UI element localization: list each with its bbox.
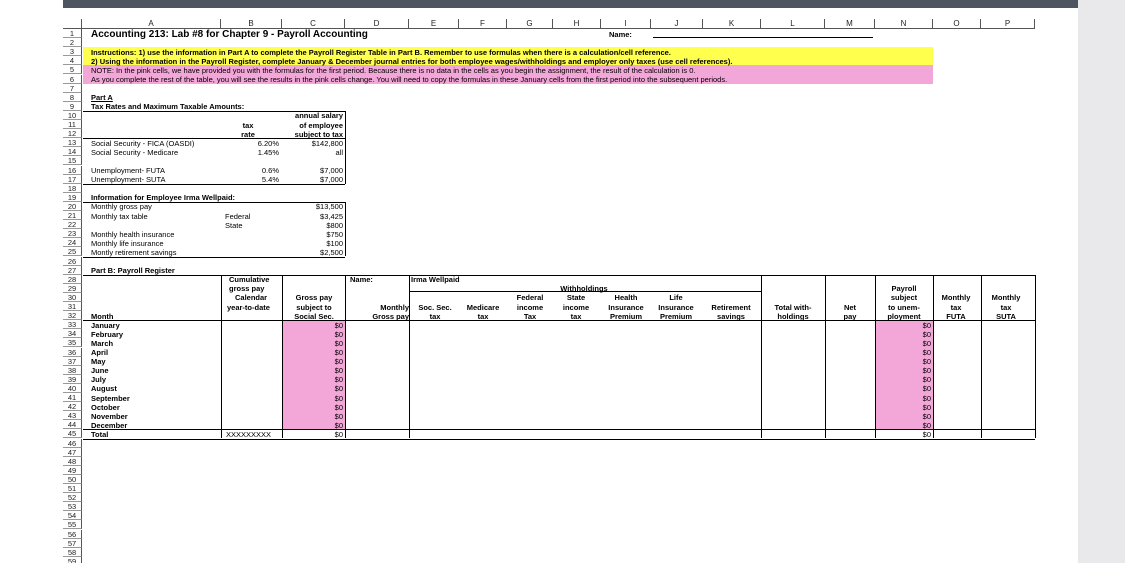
- total-gross-ss: $0: [334, 429, 343, 439]
- border-line: [345, 111, 346, 184]
- suta-header: tax: [1000, 302, 1012, 312]
- unemployment-value: $0: [922, 384, 931, 394]
- month-label: January: [91, 320, 120, 330]
- ss-tax-header: tax: [429, 311, 441, 321]
- payroll-unemp-header: subject: [890, 293, 918, 303]
- column-header-n[interactable]: N: [875, 19, 933, 29]
- instructions-line-1: Instructions: 1) use the information in Part A to complete the Payroll Register Table in Part B. Remember to use formulas when there is a calculation/cell reference.: [91, 47, 671, 57]
- tax-rates-heading: Tax Rates and Maximum Taxable Amounts:: [91, 102, 245, 112]
- column-header-l[interactable]: L: [761, 19, 825, 29]
- row-header[interactable]: 42: [63, 402, 82, 411]
- gross-ss-value: $0: [334, 384, 343, 394]
- unemployment-value: $0: [922, 329, 931, 339]
- row-header[interactable]: 39: [63, 375, 82, 384]
- tax-rate-header-1: tax: [242, 120, 254, 130]
- total-cumulative: XXXXXXXXX: [226, 429, 272, 439]
- row-header[interactable]: 30: [63, 293, 82, 302]
- row-header[interactable]: 14: [63, 147, 82, 156]
- border-line: [83, 275, 1035, 276]
- row-header[interactable]: 57: [63, 539, 82, 548]
- tax-row-label: Social Security - Medicare: [91, 147, 179, 157]
- gross-ss-header: Gross pay: [295, 293, 333, 303]
- row-header[interactable]: 17: [63, 175, 82, 184]
- row-header[interactable]: 15: [63, 156, 82, 165]
- note-line-2: As you complete the rest of the table, you will see the results in the pink cells change. You will need to copy the formulas in these January cells from the first period into the subsequent periods.: [91, 75, 728, 84]
- cumulative-header: year-to-date: [227, 302, 270, 312]
- row-header[interactable]: 3: [63, 47, 82, 56]
- medicare-header: tax: [477, 311, 489, 321]
- net-pay-header: pay: [843, 311, 857, 321]
- border-line: [825, 275, 826, 439]
- salary-header-3: subject to tax: [294, 129, 343, 139]
- row-header[interactable]: 12: [63, 129, 82, 138]
- row-header[interactable]: 52: [63, 493, 82, 502]
- row-header[interactable]: 35: [63, 338, 82, 347]
- row-header[interactable]: 5: [63, 65, 82, 74]
- state-tax-header: income: [562, 302, 590, 312]
- health-header: Health: [614, 293, 638, 303]
- name-label: Name:: [609, 29, 632, 39]
- border-line: [409, 275, 410, 439]
- futa-header: Monthly: [941, 293, 971, 303]
- border-line: [345, 275, 346, 439]
- row-header[interactable]: 45: [63, 429, 82, 438]
- month-label: July: [91, 375, 107, 385]
- employee-row-label: Montly retirement savings: [91, 247, 177, 257]
- unemployment-value: $0: [922, 411, 931, 421]
- row-header[interactable]: 53: [63, 502, 82, 511]
- row-header[interactable]: 58: [63, 548, 82, 557]
- tax-row-rate: 0.6%: [261, 166, 279, 175]
- column-header-k[interactable]: K: [703, 19, 761, 29]
- total-unemployment: $0: [922, 429, 931, 439]
- column-header-o[interactable]: O: [933, 19, 981, 29]
- employee-row-value: $2,500: [320, 247, 343, 257]
- right-side-panel: [1078, 0, 1125, 563]
- row-header[interactable]: 43: [63, 411, 82, 420]
- column-header-b[interactable]: B: [221, 19, 282, 29]
- row-header[interactable]: 46: [63, 439, 82, 448]
- cumulative-header: Cumulative: [229, 275, 270, 285]
- gross-ss-value: $0: [334, 338, 343, 348]
- employee-row-value: $3,425: [320, 211, 343, 221]
- fed-tax-header: Federal: [516, 293, 544, 303]
- cumulative-header: Calendar: [235, 293, 268, 303]
- column-header-h[interactable]: H: [553, 19, 601, 29]
- spreadsheet[interactable]: [63, 19, 1063, 563]
- row-header[interactable]: 24: [63, 238, 82, 247]
- withholdings-label: Withholdings: [560, 284, 608, 294]
- health-header: Premium: [609, 311, 643, 321]
- border-line: [221, 275, 222, 439]
- row-header[interactable]: 21: [63, 211, 82, 220]
- payroll-unemp-header: Payroll: [891, 284, 917, 294]
- salary-header-2: of employee: [299, 120, 343, 130]
- instructions-line-2: 2) Using the information in the Payroll Register, complete January & December journal entries for both employee wages/withholdings and employer only taxes (use cell references).: [91, 56, 733, 66]
- row-header[interactable]: 32: [63, 311, 82, 320]
- employee-row-label: Monthly health insurance: [91, 229, 175, 239]
- month-label: September: [91, 393, 130, 403]
- sheet-corner[interactable]: [63, 19, 82, 29]
- month-label: February: [91, 329, 124, 339]
- sheet-title: Accounting 213: Lab #8 for Chapter 9 - Payroll Accounting: [91, 28, 368, 40]
- gross-ss-value: $0: [334, 375, 343, 385]
- life-header: Life: [669, 293, 683, 303]
- column-header-e[interactable]: E: [409, 19, 459, 29]
- payroll-unemp-header: to unem-: [888, 302, 920, 312]
- salary-header-1: annual salary: [295, 111, 343, 121]
- tax-row-max: $7,000: [320, 166, 343, 175]
- row-header[interactable]: 48: [63, 457, 82, 466]
- part-b-heading: Part B: Payroll Register: [91, 266, 175, 276]
- month-label: April: [91, 348, 109, 357]
- total-withholdings-header: holdings: [777, 311, 809, 321]
- state-tax-header: tax: [570, 311, 582, 321]
- month-label: October: [91, 402, 120, 412]
- row-header[interactable]: 44: [63, 420, 82, 429]
- border-line: [653, 37, 873, 38]
- row-header[interactable]: 25: [63, 247, 82, 256]
- health-header: Insurance: [608, 302, 644, 312]
- row-header[interactable]: 7: [63, 84, 82, 93]
- row-header[interactable]: 13: [63, 138, 82, 147]
- row-header[interactable]: 38: [63, 366, 82, 375]
- gross-ss-value: $0: [334, 329, 343, 339]
- tax-rate-header-2: rate: [241, 129, 255, 139]
- tax-row-rate: 6.20%: [257, 138, 279, 148]
- retirement-header: Retirement: [711, 302, 751, 312]
- unemployment-value: $0: [922, 402, 931, 412]
- total-withholdings-header: Total with-: [774, 302, 812, 312]
- row-header[interactable]: 55: [63, 520, 82, 529]
- row-header[interactable]: 36: [63, 348, 82, 357]
- employee-row-value: $100: [326, 238, 343, 248]
- column-header-p[interactable]: P: [981, 19, 1035, 29]
- fed-tax-header: income: [516, 302, 544, 312]
- row-header[interactable]: 50: [63, 475, 82, 484]
- column-header-m[interactable]: M: [825, 19, 875, 29]
- payroll-name-label: Name:: [350, 275, 373, 285]
- month-header: Month: [91, 311, 114, 321]
- suta-header: Monthly: [991, 293, 1021, 303]
- row-header[interactable]: 56: [63, 530, 82, 539]
- futa-header: tax: [950, 302, 962, 312]
- row-header[interactable]: 9: [63, 102, 82, 111]
- column-header-g[interactable]: G: [507, 19, 553, 29]
- row-header[interactable]: 16: [63, 166, 82, 175]
- row-header[interactable]: 4: [63, 56, 82, 65]
- part-a-heading: Part A: [91, 93, 113, 103]
- unemployment-value: $0: [922, 348, 931, 357]
- employee-info-heading: Information for Employee Irma Wellpaid:: [91, 193, 236, 203]
- unemployment-value: $0: [922, 393, 931, 403]
- monthly-gross-header: Gross pay: [372, 311, 409, 321]
- row-header[interactable]: 54: [63, 511, 82, 520]
- row-header[interactable]: 28: [63, 275, 82, 284]
- employee-row-value: $13,500: [315, 202, 343, 212]
- employee-row-label: Monthly life insurance: [91, 238, 164, 248]
- unemployment-value: $0: [922, 375, 931, 385]
- column-header-d[interactable]: D: [345, 19, 409, 29]
- month-label: March: [91, 338, 114, 348]
- row-header[interactable]: 40: [63, 384, 82, 393]
- life-header: Premium: [659, 311, 693, 321]
- row-header[interactable]: 31: [63, 302, 82, 311]
- total-label: Total: [91, 429, 109, 439]
- gross-ss-value: $0: [334, 366, 343, 376]
- border-line: [1035, 275, 1036, 439]
- net-pay-header: Net: [843, 302, 857, 312]
- ss-tax-header: Soc. Sec.: [418, 302, 452, 312]
- month-label: December: [91, 420, 128, 430]
- unemployment-value: $0: [922, 366, 931, 376]
- unemployment-value: $0: [922, 338, 931, 348]
- employee-row-value: $750: [326, 229, 343, 239]
- cumulative-header: gross pay: [229, 284, 265, 294]
- tax-row-max: $142,800: [311, 138, 343, 148]
- gross-ss-value: $0: [334, 402, 343, 412]
- tax-row-label: Unemployment- SUTA: [91, 175, 166, 185]
- gross-ss-value: $0: [334, 357, 343, 367]
- row-header[interactable]: 37: [63, 357, 82, 366]
- row-header[interactable]: 51: [63, 484, 82, 493]
- note-line-1: NOTE: In the pink cells, we have provided you with the formulas for the first period. Because there is no data in the cells as you begin the assignment, the result of the calculation is 0.: [91, 65, 696, 75]
- column-header-c[interactable]: C: [282, 19, 345, 29]
- column-header-f[interactable]: F: [459, 19, 507, 29]
- unemployment-value: $0: [922, 420, 931, 430]
- gross-ss-value: $0: [334, 393, 343, 403]
- row-header[interactable]: 2: [63, 38, 82, 47]
- row-header[interactable]: 19: [63, 193, 82, 202]
- row-header[interactable]: 47: [63, 448, 82, 457]
- gross-ss-header: Social Sec.: [294, 311, 334, 321]
- gross-ss-header: subject to: [296, 302, 332, 312]
- unemployment-value: $0: [922, 357, 931, 367]
- payroll-name-value: Irma Wellpaid: [411, 275, 460, 285]
- row-header[interactable]: 10: [63, 111, 82, 120]
- futa-header: FUTA: [946, 311, 966, 321]
- tax-row-max: $7,000: [320, 175, 343, 185]
- row-header[interactable]: 33: [63, 320, 82, 329]
- row-header[interactable]: 1: [63, 29, 82, 38]
- month-label: August: [91, 384, 117, 394]
- column-header-i[interactable]: I: [601, 19, 651, 29]
- month-label: June: [91, 366, 109, 376]
- row-header[interactable]: 8: [63, 93, 82, 102]
- unemployment-value: $0: [922, 320, 931, 330]
- employee-row-sub: Federal: [225, 211, 251, 221]
- gross-ss-value: $0: [334, 348, 343, 357]
- column-header-a[interactable]: A: [82, 19, 221, 29]
- life-header: Insurance: [658, 302, 694, 312]
- row-header[interactable]: 20: [63, 202, 82, 211]
- medicare-header: Medicare: [466, 302, 500, 312]
- month-label: November: [91, 411, 128, 421]
- row-header[interactable]: 11: [63, 120, 82, 129]
- row-header[interactable]: 41: [63, 393, 82, 402]
- row-header[interactable]: 59: [63, 557, 82, 563]
- column-header-j[interactable]: J: [651, 19, 703, 29]
- border-line: [345, 202, 346, 257]
- retirement-header: savings: [717, 311, 745, 321]
- monthly-gross-header: Monthly: [380, 302, 409, 312]
- gross-ss-value: $0: [334, 320, 343, 330]
- tax-row-label: Unemployment- FUTA: [91, 166, 166, 175]
- border-line: [761, 275, 762, 439]
- row-header[interactable]: 34: [63, 329, 82, 338]
- month-label: May: [91, 357, 106, 367]
- row-header[interactable]: 29: [63, 284, 82, 293]
- tax-row-rate: 1.45%: [257, 147, 279, 157]
- tax-row-max: all: [335, 147, 343, 157]
- tax-row-rate: 5.4%: [261, 175, 279, 185]
- gross-ss-value: $0: [334, 420, 343, 430]
- employee-row-sub: State: [225, 220, 243, 230]
- row-header[interactable]: 18: [63, 184, 82, 193]
- employee-row-value: $800: [326, 220, 343, 230]
- suta-header: SUTA: [996, 311, 1016, 321]
- gross-ss-value: $0: [334, 411, 343, 421]
- row-header[interactable]: 6: [63, 75, 82, 84]
- row-header[interactable]: 49: [63, 466, 82, 475]
- state-tax-header: State: [566, 293, 586, 303]
- payroll-unemp-header: ployment: [887, 311, 921, 321]
- tax-row-label: Social Security - FICA (OASDI): [91, 138, 195, 148]
- window-top-bar: [63, 0, 1078, 8]
- row-header[interactable]: 27: [63, 266, 82, 275]
- employee-row-label: Monthly gross pay: [91, 202, 152, 212]
- row-header[interactable]: 23: [63, 229, 82, 238]
- fed-tax-header: Tax: [523, 311, 537, 321]
- row-header[interactable]: 22: [63, 220, 82, 229]
- employee-row-label: Monthly tax table: [91, 211, 148, 221]
- row-header[interactable]: 26: [63, 257, 82, 266]
